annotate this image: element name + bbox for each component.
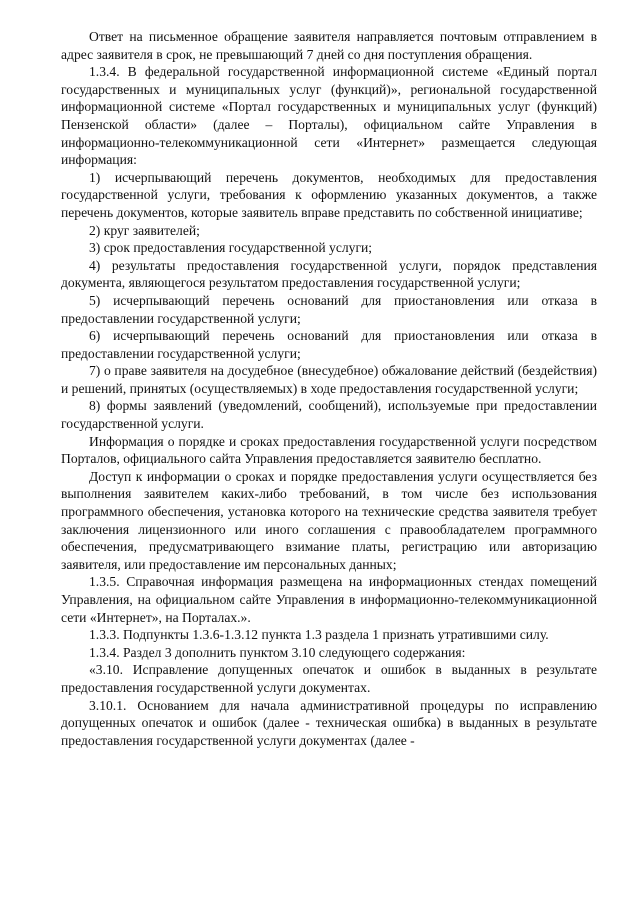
document-page: [61, 28, 597, 749]
list-item-2: 2) круг заявителей;: [89, 222, 200, 238]
paragraph-1-3-5-reference: 1.3.5. Справочная информация размещена на информационных стендах помещений Управления, на официальном сайте Управления в информационно-телекоммуникационной сети «Интернет», на Порталах.».: [61, 574, 597, 625]
list-item-8: 8) формы заявлений (уведомлений, сообщений), используемые при предоставлении государственной услуги.: [61, 398, 597, 432]
paragraph-reply-by-mail: Ответ на письменное обращение заявителя направляется почтовым отправлением в адрес заявителя в срок, не превышающий 7 дней со дня поступления обращения.: [61, 29, 597, 62]
paragraph-1-3-4-add-section: 1.3.4. Раздел 3 дополнить пунктом 3.10 следующего содержания:: [89, 644, 466, 660]
list-item-4: 4) результаты предоставления государственной услуги, порядок представления документа, являющегося результатом предоставления государственной услуги;: [61, 257, 597, 291]
list-item-7: 7) о праве заявителя на досудебное (внесудебное) обжалование действий (бездействия) и решений, принятых (осуществляемых) в ходе предоставления государственной услуги;: [61, 363, 597, 396]
paragraph-free-info: Информация о порядке и сроках предоставления государственной услуги посредством Порталов, официального сайта Управления предоставляется заявителю бесплатно.: [61, 433, 597, 467]
list-item-5: 5) исчерпывающий перечень оснований для приостановления или отказа в предоставлении государственной услуги;: [61, 292, 597, 326]
list-item-6: 6) исчерпывающий перечень оснований для приостановления или отказа в предоставлении государственной услуги;: [61, 328, 597, 361]
paragraph-3-10-1: 3.10.1. Основанием для начала административной процедуры по исправлению допущенных опечаток и ошибок (далее - техническая ошибка) в выданных в результате предоставления государственной услуги документах (далее -: [61, 697, 597, 748]
paragraph-1-3-4-portals: 1.3.4. В федеральной государственной информационной системе «Единый портал государственных и муниципальных услуг (функций)», региональной государственной информационной системе «Портал государственных и муниципальных услуг (функций) Пензенской области» (далее – Порталы), официальном сайте Управления в информационно-телекоммуникационной сети «Интернет» размещается следующая информация:: [61, 64, 597, 168]
list-item-3: 3) срок предоставления государственной услуги;: [89, 240, 373, 256]
paragraph-1-3-3-repeal: 1.3.3. Подпункты 1.3.6-1.3.12 пункта 1.3 раздела 1 признать утратившими силу.: [89, 627, 549, 643]
paragraph-3-10-heading: «3.10. Исправление допущенных опечаток и ошибок в выданных в результате предоставления государственной услуги документах.: [61, 662, 597, 695]
paragraph-access: Доступ к информации о сроках и порядке предоставления услуги осуществляется без выполнения заявителем каких-либо требований, в том числе без использования программного обеспечения, установка которого на технические средства заявителя требует заключения лицензионного или иного соглашения с правообладателем программного обеспечения, предусматривающего взимание платы, регистрацию или авторизацию заявителя, или предоставление им персональных данных;: [61, 468, 597, 572]
list-item-1: 1) исчерпывающий перечень документов, необходимых для предоставления государственной услуги, требования к оформлению указанных документов, а также перечень документов, которые заявитель вправе представить по собственной инициативе;: [61, 169, 597, 220]
